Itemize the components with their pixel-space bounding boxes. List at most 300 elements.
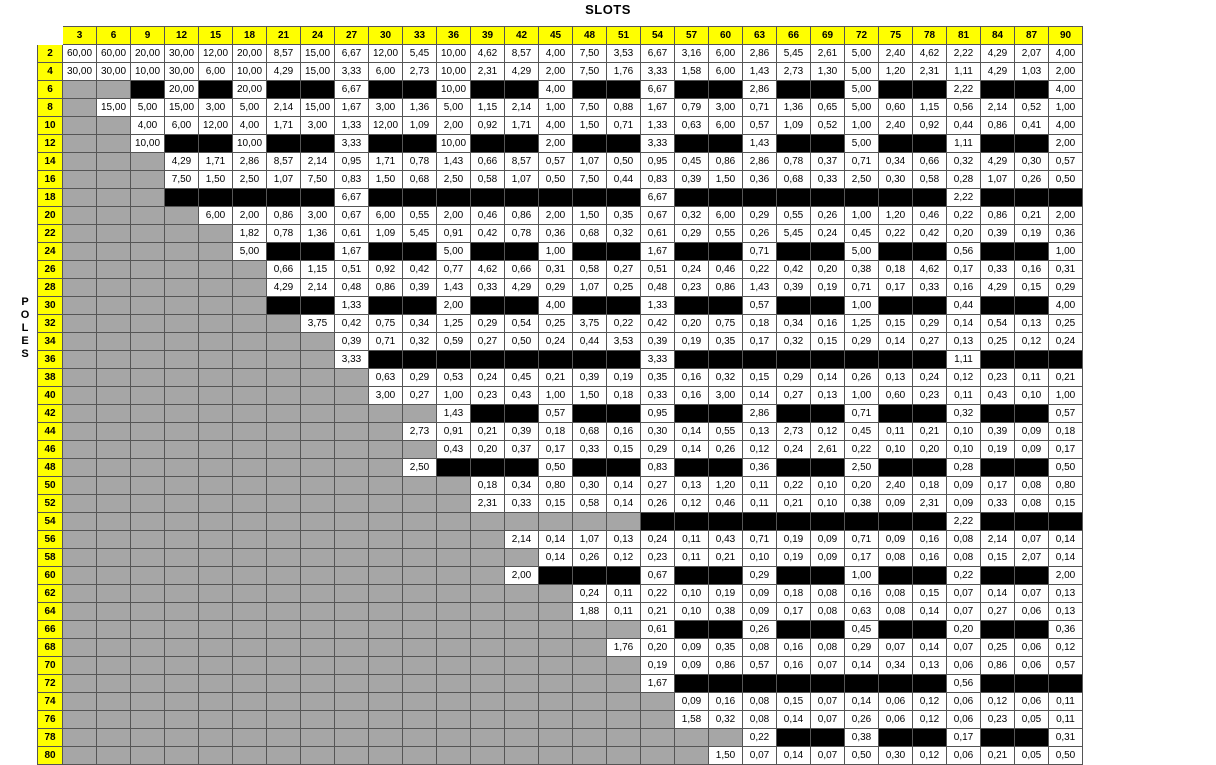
table-cell: 0,22 [845,441,879,459]
table-cell [437,495,471,513]
table-cell: 4,62 [913,45,947,63]
table-cell: 0,19 [709,585,743,603]
table-cell [879,189,913,207]
table-cell: 0,67 [641,567,675,585]
table-cell: 0,43 [981,387,1015,405]
table-cell [199,567,233,585]
table-cell: 0,24 [539,333,573,351]
table-row [38,729,1083,747]
table-cell: 0,08 [1015,495,1049,513]
table-row [38,243,1083,261]
table-cell: 0,44 [573,333,607,351]
table-cell: 3,33 [641,135,675,153]
table-cell: 0,30 [1015,153,1049,171]
table-cell [301,333,335,351]
table-cell: 0,26 [811,207,845,225]
column-header: 78 [913,27,947,45]
table-cell: 5,00 [845,99,879,117]
table-cell: 0,45 [675,153,709,171]
table-cell [233,747,267,765]
table-cell: 0,33 [505,495,539,513]
table-cell [913,405,947,423]
table-cell [471,243,505,261]
table-cell [607,405,641,423]
table-cell: 0,16 [675,369,709,387]
table-cell [267,495,301,513]
table-cell: 0,34 [505,477,539,495]
table-cell [199,657,233,675]
table-cell: 1,43 [437,153,471,171]
table-cell [403,621,437,639]
table-cell: 0,68 [777,171,811,189]
table-cell: 2,40 [879,45,913,63]
row-header: 6 [38,81,63,99]
table-cell: 1,71 [267,117,301,135]
table-cell [675,747,709,765]
table-cell: 2,14 [505,531,539,549]
table-cell [63,603,97,621]
table-cell [131,441,165,459]
table-cell [1049,189,1083,207]
table-cell [199,243,233,261]
table-cell [233,711,267,729]
table-row [38,711,1083,729]
table-cell [165,549,199,567]
table-cell: 12,00 [369,117,403,135]
table-cell: 0,21 [539,369,573,387]
table-cell: 0,79 [675,99,709,117]
table-cell: 1,00 [539,387,573,405]
table-cell: 0,86 [709,657,743,675]
table-cell [369,549,403,567]
table-cell [165,513,199,531]
table-cell: 0,71 [369,333,403,351]
table-cell: 0,22 [777,477,811,495]
table-cell: 2,00 [539,63,573,81]
table-cell: 1,50 [709,747,743,765]
table-cell [471,693,505,711]
table-cell [845,675,879,693]
table-cell: 0,44 [947,117,981,135]
table-cell [1015,351,1049,369]
table-cell: 1,09 [403,117,437,135]
table-cell [607,513,641,531]
table-cell: 1,36 [403,99,437,117]
table-cell: 5,00 [233,99,267,117]
table-cell [301,549,335,567]
table-cell [199,639,233,657]
table-cell [1015,459,1049,477]
table-body [38,45,1083,765]
table-cell [335,711,369,729]
row-header: 52 [38,495,63,513]
table-cell: 0,19 [641,657,675,675]
table-cell [63,693,97,711]
table-cell: 0,55 [403,207,437,225]
table-cell [233,369,267,387]
table-cell: 1,50 [709,171,743,189]
table-cell [63,621,97,639]
table-cell: 4,00 [1049,81,1083,99]
table-cell: 0,23 [981,711,1015,729]
table-cell: 3,53 [607,333,641,351]
table-cell: 1,07 [267,171,301,189]
table-cell [471,711,505,729]
table-cell: 0,29 [403,369,437,387]
table-cell: 0,11 [947,387,981,405]
table-cell [267,693,301,711]
table-cell [913,243,947,261]
table-cell: 0,71 [845,153,879,171]
table-cell [233,729,267,747]
table-cell: 0,17 [879,279,913,297]
table-cell [709,189,743,207]
table-cell: 0,43 [437,441,471,459]
table-cell: 0,80 [539,477,573,495]
table-cell: 5,00 [845,243,879,261]
table-cell: 0,10 [743,549,777,567]
table-cell: 0,38 [845,495,879,513]
table-cell: 0,07 [811,657,845,675]
table-cell [301,243,335,261]
table-cell: 0,71 [743,531,777,549]
table-cell [165,207,199,225]
table-cell [63,153,97,171]
table-cell [335,369,369,387]
table-row [38,495,1083,513]
table-cell [97,171,131,189]
table-cell: 0,11 [743,495,777,513]
table-cell: 1,11 [947,135,981,153]
table-cell: 8,57 [505,153,539,171]
table-cell: 0,36 [743,171,777,189]
table-cell [471,603,505,621]
table-row [38,423,1083,441]
table-cell: 0,16 [913,549,947,567]
row-header: 36 [38,351,63,369]
table-cell [131,513,165,531]
table-cell [97,513,131,531]
table-cell [199,477,233,495]
table-cell: 2,22 [947,45,981,63]
table-cell [267,531,301,549]
row-header: 32 [38,315,63,333]
table-cell [63,729,97,747]
table-cell [505,621,539,639]
column-header: 63 [743,27,777,45]
table-cell: 0,14 [913,639,947,657]
table-cell: 0,18 [471,477,505,495]
table-cell [301,351,335,369]
column-header: 57 [675,27,709,45]
table-cell [777,567,811,585]
table-cell [63,279,97,297]
table-cell: 0,16 [1015,261,1049,279]
table-cell: 0,07 [811,747,845,765]
table-cell [233,495,267,513]
table-cell: 4,62 [913,261,947,279]
table-cell [165,405,199,423]
table-cell [811,243,845,261]
table-cell: 0,23 [675,279,709,297]
table-cell [1015,513,1049,531]
table-cell: 0,71 [845,531,879,549]
table-cell [97,189,131,207]
table-cell [369,441,403,459]
table-cell: 1,43 [437,405,471,423]
table-cell: 0,23 [641,549,675,567]
table-cell: 2,00 [233,207,267,225]
table-cell [777,675,811,693]
table-cell [97,657,131,675]
table-cell [233,459,267,477]
table-cell: 2,31 [913,495,947,513]
table-cell [97,585,131,603]
table-cell: 4,00 [539,297,573,315]
table-cell [369,585,403,603]
table-cell [97,81,131,99]
table-cell: 0,28 [947,171,981,189]
table-cell: 0,51 [335,261,369,279]
table-cell: 0,30 [879,747,913,765]
table-cell [403,639,437,657]
table-cell [335,567,369,585]
table-cell [539,657,573,675]
table-row [38,81,1083,99]
table-cell: 0,10 [947,423,981,441]
table-cell: 0,35 [607,207,641,225]
table-cell: 3,00 [369,99,403,117]
table-cell: 2,14 [505,99,539,117]
table-cell [131,747,165,765]
table-cell [267,369,301,387]
table-cell [63,81,97,99]
table-cell: 0,15 [743,369,777,387]
table-cell: 0,27 [777,387,811,405]
table-cell: 4,00 [539,45,573,63]
table-cell: 0,35 [709,639,743,657]
table-cell [233,603,267,621]
table-cell [131,585,165,603]
table-cell: 0,07 [947,603,981,621]
table-cell [471,729,505,747]
table-cell: 0,63 [369,369,403,387]
table-cell [63,333,97,351]
table-cell [165,135,199,153]
table-cell [505,405,539,423]
row-header: 54 [38,513,63,531]
table-cell: 0,86 [709,153,743,171]
table-cell: 15,00 [301,45,335,63]
table-cell [913,459,947,477]
table-cell [63,549,97,567]
table-cell: 0,50 [1049,747,1083,765]
table-cell [369,477,403,495]
table-cell [981,675,1015,693]
table-cell: 0,39 [981,225,1015,243]
table-cell [845,189,879,207]
table-cell: 5,00 [437,243,471,261]
table-cell: 1,58 [675,63,709,81]
table-cell [165,747,199,765]
table-cell [879,513,913,531]
table-cell [267,423,301,441]
table-cell: 1,71 [369,153,403,171]
table-cell: 0,17 [947,261,981,279]
table-cell: 0,22 [947,567,981,585]
table-cell [131,297,165,315]
table-cell: 1,15 [471,99,505,117]
table-cell: 6,00 [709,117,743,135]
table-cell: 0,29 [743,567,777,585]
table-cell: 1,43 [743,279,777,297]
table-row [38,639,1083,657]
table-cell: 2,86 [743,45,777,63]
table-cell [573,297,607,315]
table-cell: 0,11 [607,603,641,621]
table-cell [233,315,267,333]
table-cell [63,261,97,279]
table-cell [199,135,233,153]
table-cell: 0,17 [1049,441,1083,459]
table-cell: 0,39 [335,333,369,351]
table-cell [709,621,743,639]
table-cell: 6,67 [335,81,369,99]
table-cell [63,477,97,495]
table-cell: 15,00 [97,99,131,117]
table-cell: 0,63 [845,603,879,621]
table-cell [437,747,471,765]
table-cell [369,243,403,261]
table-cell: 0,16 [845,585,879,603]
table-cell: 0,26 [573,549,607,567]
column-header: 66 [777,27,811,45]
table-cell: 0,26 [709,441,743,459]
table-cell: 1,43 [437,279,471,297]
table-cell: 12,00 [369,45,403,63]
table-cell: 0,14 [879,333,913,351]
table-cell [403,405,437,423]
table-cell: 10,00 [437,81,471,99]
table-cell: 0,09 [1015,423,1049,441]
table-cell: 0,23 [913,387,947,405]
table-cell: 0,21 [777,495,811,513]
table-cell [471,405,505,423]
table-cell: 2,50 [403,459,437,477]
table-cell [505,351,539,369]
table-cell [437,711,471,729]
table-cell [97,603,131,621]
table-cell [403,531,437,549]
table-cell [301,729,335,747]
table-cell: 2,50 [845,459,879,477]
table-cell: 0,45 [845,423,879,441]
table-cell [505,639,539,657]
table-cell [131,603,165,621]
table-cell: 0,56 [947,99,981,117]
table-cell: 15,00 [301,99,335,117]
table-cell [63,657,97,675]
table-cell [505,657,539,675]
table-cell [301,477,335,495]
table-cell: 6,00 [709,63,743,81]
table-cell [97,675,131,693]
table-cell [743,675,777,693]
table-cell: 0,12 [913,711,947,729]
table-cell: 0,09 [947,495,981,513]
table-cell: 0,09 [947,477,981,495]
table-cell [301,639,335,657]
table-cell: 0,06 [947,747,981,765]
table-cell: 0,09 [1015,441,1049,459]
table-cell [505,189,539,207]
table-cell [233,297,267,315]
table-cell: 0,08 [743,711,777,729]
table-cell [403,549,437,567]
table-cell: 0,86 [981,207,1015,225]
table-cell [301,387,335,405]
table-cell: 0,22 [743,729,777,747]
table-cell: 1,25 [845,315,879,333]
table-cell: 0,12 [607,549,641,567]
table-cell: 0,78 [777,153,811,171]
table-cell: 1,33 [335,117,369,135]
table-cell: 1,00 [1049,387,1083,405]
table-cell: 0,18 [743,315,777,333]
table-cell: 2,31 [913,63,947,81]
table-cell [233,657,267,675]
table-cell: 5,45 [777,45,811,63]
table-cell [1015,729,1049,747]
table-cell [505,297,539,315]
table-cell [165,261,199,279]
table-cell [675,81,709,99]
table-cell [607,747,641,765]
column-header: 60 [709,27,743,45]
table-cell [301,693,335,711]
table-cell: 0,14 [777,747,811,765]
table-cell [267,711,301,729]
table-cell: 7,50 [165,171,199,189]
table-cell: 0,14 [743,387,777,405]
table-cell: 0,08 [811,639,845,657]
table-cell [131,729,165,747]
table-cell [777,513,811,531]
table-cell: 3,33 [641,63,675,81]
table-cell [131,369,165,387]
table-cell: 0,60 [879,99,913,117]
column-header: 72 [845,27,879,45]
table-cell: 0,32 [777,333,811,351]
table-cell [709,729,743,747]
table-cell [165,711,199,729]
column-header: 21 [267,27,301,45]
table-cell: 0,24 [641,531,675,549]
table-cell: 0,21 [913,423,947,441]
table-cell: 0,39 [675,171,709,189]
table-cell [165,351,199,369]
table-cell: 0,11 [743,477,777,495]
table-cell [505,549,539,567]
table-cell [981,189,1015,207]
table-cell: 0,66 [913,153,947,171]
table-row [38,261,1083,279]
table-row [38,279,1083,297]
table-cell: 0,20 [947,621,981,639]
table-cell: 0,58 [913,171,947,189]
table-cell: 0,07 [947,585,981,603]
table-cell [199,495,233,513]
